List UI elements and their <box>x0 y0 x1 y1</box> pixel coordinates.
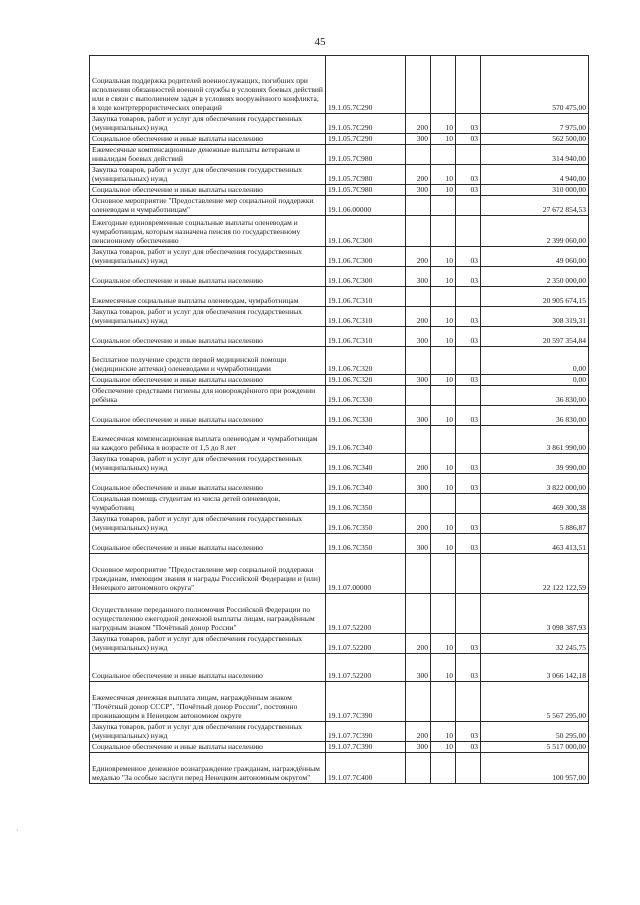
row-code: 19.1.06.7C300 <box>326 247 406 267</box>
row-expense-type <box>406 145 431 165</box>
row-name: Ежемесячные социальные выплаты оленеводам, чумработницам <box>90 287 326 307</box>
row-amount: 5 567 295,00 <box>481 682 589 722</box>
table-row <box>90 216 589 247</box>
row-expense-type <box>406 494 431 514</box>
row-name: Социальное обеспечение и иные выплаты населению <box>90 375 326 386</box>
row-subsection: 03 <box>456 185 481 196</box>
table-row <box>90 514 589 534</box>
row-amount: 4 940,00 <box>481 165 589 185</box>
row-amount: 22 122 122,59 <box>481 554 589 594</box>
row-section <box>431 554 456 594</box>
row-expense-type: 300 <box>406 267 431 287</box>
row-expense-type: 200 <box>406 514 431 534</box>
table-row <box>90 634 589 654</box>
row-expense-type: 300 <box>406 534 431 554</box>
row-subsection: 03 <box>456 454 481 474</box>
row-amount: 570 475,00 <box>481 56 589 114</box>
table-row <box>90 287 589 307</box>
table-row <box>90 742 589 753</box>
row-code: 19.1.06.7C320 <box>326 347 406 375</box>
table-row <box>90 196 589 216</box>
row-subsection: 03 <box>456 307 481 327</box>
row-name: Социальное обеспечение и иные выплаты населению <box>90 267 326 287</box>
row-amount: 562 500,00 <box>481 134 589 145</box>
row-expense-type <box>406 554 431 594</box>
table-row <box>90 682 589 722</box>
row-amount: 3 098 387,93 <box>481 594 589 634</box>
row-expense-type <box>406 216 431 247</box>
row-section <box>431 682 456 722</box>
table-row <box>90 386 589 406</box>
row-section <box>431 196 456 216</box>
row-code: 19.1.07.7C400 <box>326 753 406 784</box>
row-code: 19.1.05.7C290 <box>326 114 406 134</box>
row-amount: 310 000,00 <box>481 185 589 196</box>
row-subsection: 03 <box>456 474 481 494</box>
row-section <box>431 216 456 247</box>
row-expense-type <box>406 682 431 722</box>
table-row <box>90 426 589 454</box>
row-name: Закупка товаров, работ и услуг для обеспечения государственных (муниципальных) нужд <box>90 165 326 185</box>
row-amount: 469 300,38 <box>481 494 589 514</box>
row-code: 19.1.06.7C320 <box>326 375 406 386</box>
row-subsection: 03 <box>456 742 481 753</box>
row-expense-type: 300 <box>406 474 431 494</box>
row-section: 10 <box>431 654 456 682</box>
row-expense-type: 300 <box>406 654 431 682</box>
row-code: 19.1.06.7C350 <box>326 514 406 534</box>
row-code: 19.1.06.7C310 <box>326 287 406 307</box>
table-row <box>90 654 589 682</box>
row-name: Закупка товаров, работ и услуг для обеспечения государственных (муниципальных) нужд <box>90 722 326 742</box>
row-subsection: 03 <box>456 634 481 654</box>
budget-table-body <box>90 56 589 784</box>
row-section: 10 <box>431 454 456 474</box>
row-amount: 2 399 060,00 <box>481 216 589 247</box>
row-section: 10 <box>431 267 456 287</box>
row-amount: 36 830,00 <box>481 406 589 426</box>
row-code: 19.1.06.7C340 <box>326 474 406 494</box>
row-expense-type <box>406 594 431 634</box>
row-subsection <box>456 145 481 165</box>
row-section: 10 <box>431 327 456 347</box>
table-row <box>90 494 589 514</box>
row-code: 19.1.06.7C310 <box>326 307 406 327</box>
row-subsection: 03 <box>456 165 481 185</box>
row-code: 19.1.05.7C290 <box>326 134 406 145</box>
row-expense-type: 200 <box>406 454 431 474</box>
row-subsection: 03 <box>456 534 481 554</box>
table-row <box>90 134 589 145</box>
row-amount: 27 672 854,53 <box>481 196 589 216</box>
row-amount: 20 597 354,84 <box>481 327 589 347</box>
row-section <box>431 145 456 165</box>
row-code: 19.1.07.7C390 <box>326 722 406 742</box>
row-code: 19.1.06.7C310 <box>326 327 406 347</box>
row-section: 10 <box>431 165 456 185</box>
row-section <box>431 594 456 634</box>
row-subsection: 03 <box>456 134 481 145</box>
table-row <box>90 722 589 742</box>
row-name: Социальная поддержка родителей военнослужащих, погибших при исполнении обязанностей военной службы в условиях боевых действий или в связи с выполнением задач в условиях вооружённого конфликта, в ходе контртеррористических операций <box>90 56 326 114</box>
row-name: Основное мероприятие "Предоставление мер социальной поддержки гражданам, имеющим звания и награды Российской Федерации и (или) Ненецкого автономного округа" <box>90 554 326 594</box>
row-name: Социальное обеспечение и иные выплаты населению <box>90 406 326 426</box>
row-section: 10 <box>431 185 456 196</box>
row-section: 10 <box>431 634 456 654</box>
row-code: 19.1.07.7C390 <box>326 742 406 753</box>
table-row <box>90 114 589 134</box>
row-expense-type: 200 <box>406 634 431 654</box>
table-row <box>90 247 589 267</box>
row-expense-type: 300 <box>406 406 431 426</box>
row-code: 19.1.06.7C330 <box>326 406 406 426</box>
row-amount: 49 060,00 <box>481 247 589 267</box>
row-expense-type <box>406 196 431 216</box>
row-subsection <box>456 196 481 216</box>
table-row <box>90 307 589 327</box>
row-subsection: 03 <box>456 114 481 134</box>
row-section: 10 <box>431 742 456 753</box>
row-code: 19.1.06.7C300 <box>326 267 406 287</box>
row-amount: 50 295,00 <box>481 722 589 742</box>
row-section: 10 <box>431 534 456 554</box>
row-expense-type: 200 <box>406 307 431 327</box>
row-amount: 3 066 142,18 <box>481 654 589 682</box>
row-name: Закупка товаров, работ и услуг для обеспечения государственных (муниципальных) нужд <box>90 114 326 134</box>
row-subsection <box>456 347 481 375</box>
row-expense-type: 200 <box>406 722 431 742</box>
row-name: Социальное обеспечение и иные выплаты населению <box>90 474 326 494</box>
row-subsection: 03 <box>456 514 481 534</box>
row-subsection <box>456 216 481 247</box>
table-row <box>90 375 589 386</box>
row-name: Закупка товаров, работ и услуг для обеспечения государственных (муниципальных) нужд <box>90 454 326 474</box>
table-row <box>90 267 589 287</box>
row-code: 19.1.06.7C350 <box>326 534 406 554</box>
row-amount: 36 830,00 <box>481 386 589 406</box>
row-expense-type: 300 <box>406 327 431 347</box>
row-name: Ежемесячные компенсационные денежные выплаты ветеранам и инвалидам боевых действий <box>90 145 326 165</box>
row-name: Закупка товаров, работ и услуг для обеспечения государственных (муниципальных) нужд <box>90 247 326 267</box>
row-section: 10 <box>431 247 456 267</box>
table-row <box>90 327 589 347</box>
row-amount: 100 957,00 <box>481 753 589 784</box>
row-expense-type: 200 <box>406 165 431 185</box>
table-row <box>90 753 589 784</box>
row-code: 19.1.05.7C980 <box>326 165 406 185</box>
table-row <box>90 165 589 185</box>
row-name: Осуществление переданного полномочия Российской Федерации по осуществлению ежегодной денежной выплаты лицам, награждённым нагрудным знаком "Почётный донор России" <box>90 594 326 634</box>
row-code: 19.1.06.7C330 <box>326 386 406 406</box>
row-amount: 5 886,87 <box>481 514 589 534</box>
row-subsection: 03 <box>456 327 481 347</box>
row-subsection <box>456 554 481 594</box>
row-expense-type <box>406 386 431 406</box>
table-row <box>90 347 589 375</box>
row-subsection: 03 <box>456 375 481 386</box>
page-number: 45 <box>314 36 326 48</box>
row-subsection <box>456 753 481 784</box>
row-name: Закупка товаров, работ и услуг для обеспечения государственных (муниципальных) нужд <box>90 514 326 534</box>
row-expense-type <box>406 347 431 375</box>
row-code: 19.1.07.52200 <box>326 654 406 682</box>
row-expense-type: 300 <box>406 185 431 196</box>
row-name: Ежегодные единовременные социальные выплаты оленеводам и чумработницам, которым назначена пенсия по государственному пенсионному обеспечению <box>90 216 326 247</box>
row-subsection <box>456 494 481 514</box>
row-section <box>431 287 456 307</box>
table-row <box>90 594 589 634</box>
row-section <box>431 753 456 784</box>
row-expense-type: 200 <box>406 114 431 134</box>
row-code: 19.1.06.7C300 <box>326 216 406 247</box>
row-subsection: 03 <box>456 406 481 426</box>
row-amount: 308 319,31 <box>481 307 589 327</box>
row-name: Социальное обеспечение и иные выплаты населению <box>90 654 326 682</box>
row-section: 10 <box>431 375 456 386</box>
row-name: Социальное обеспечение и иные выплаты населению <box>90 742 326 753</box>
row-section: 10 <box>431 114 456 134</box>
row-amount: 32 245,75 <box>481 634 589 654</box>
row-name: Социальное обеспечение и иные выплаты населению <box>90 185 326 196</box>
row-subsection: 03 <box>456 722 481 742</box>
row-section: 10 <box>431 514 456 534</box>
row-expense-type: 300 <box>406 375 431 386</box>
margin-mark: · <box>16 826 19 835</box>
row-amount: 3 861 990,00 <box>481 426 589 454</box>
row-code: 19.1.07.00000 <box>326 554 406 594</box>
table-row <box>90 534 589 554</box>
row-amount: 20 905 674,15 <box>481 287 589 307</box>
row-name: Основное мероприятие "Предоставление мер социальной поддержки оленеводам и чумработницам" <box>90 196 326 216</box>
row-amount: 7 975,00 <box>481 114 589 134</box>
row-section <box>431 56 456 114</box>
table-row <box>90 454 589 474</box>
row-code: 19.1.05.7C290 <box>326 56 406 114</box>
row-name: Социальное обеспечение и иные выплаты населению <box>90 134 326 145</box>
row-section: 10 <box>431 134 456 145</box>
row-expense-type: 300 <box>406 742 431 753</box>
row-section: 10 <box>431 307 456 327</box>
row-section: 10 <box>431 474 456 494</box>
table-row <box>90 474 589 494</box>
row-section <box>431 494 456 514</box>
table-row <box>90 554 589 594</box>
table-row <box>90 56 589 114</box>
row-amount: 3 822 000,00 <box>481 474 589 494</box>
row-name: Социальная помощь студентам из числа детей оленеводов, чумработниц <box>90 494 326 514</box>
row-code: 19.1.05.7C980 <box>326 145 406 165</box>
table-row <box>90 145 589 165</box>
row-section <box>431 386 456 406</box>
row-name: Единовременное денежное вознаграждение гражданам, награждённым медалью "За особые заслуги перед Ненецким автономным округом" <box>90 753 326 784</box>
row-name: Ежемесячная денежная выплата лицам, награждённым знаком "Почётный донор СССР", "Почётный донор России", постоянно проживающим в Ненецком автономном округе <box>90 682 326 722</box>
row-code: 19.1.06.7C350 <box>326 494 406 514</box>
row-code: 19.1.07.52200 <box>326 634 406 654</box>
row-expense-type <box>406 56 431 114</box>
row-amount: 463 413,51 <box>481 534 589 554</box>
row-code: 19.1.05.7C980 <box>326 185 406 196</box>
row-expense-type <box>406 426 431 454</box>
row-expense-type <box>406 753 431 784</box>
row-amount: 5 517 000,00 <box>481 742 589 753</box>
row-name: Ежемесячная компенсационная выплата оленеводам и чумработницам на каждого ребёнка в возрасте от 1,5 до 8 лет <box>90 426 326 454</box>
row-amount: 0,00 <box>481 375 589 386</box>
row-code: 19.1.06.7C340 <box>326 426 406 454</box>
row-expense-type: 300 <box>406 134 431 145</box>
table-row <box>90 185 589 196</box>
row-amount: 0,00 <box>481 347 589 375</box>
row-section: 10 <box>431 406 456 426</box>
row-expense-type: 200 <box>406 247 431 267</box>
row-name: Закупка товаров, работ и услуг для обеспечения государственных (муниципальных) нужд <box>90 634 326 654</box>
row-section: 10 <box>431 722 456 742</box>
row-code: 19.1.06.00000 <box>326 196 406 216</box>
table-row <box>90 406 589 426</box>
row-subsection: 03 <box>456 267 481 287</box>
row-subsection <box>456 56 481 114</box>
row-amount: 314 940,00 <box>481 145 589 165</box>
row-code: 19.1.06.7C340 <box>326 454 406 474</box>
budget-table <box>89 55 589 784</box>
row-name: Социальное обеспечение и иные выплаты населению <box>90 327 326 347</box>
row-subsection <box>456 682 481 722</box>
row-subsection <box>456 426 481 454</box>
row-name: Социальное обеспечение и иные выплаты населению <box>90 534 326 554</box>
row-name: Бесплатное получение средств первой медицинской помощи (медицинские аптечки) оленеводами и чумработницами <box>90 347 326 375</box>
row-subsection <box>456 287 481 307</box>
row-amount: 39 990,00 <box>481 454 589 474</box>
row-expense-type <box>406 287 431 307</box>
row-subsection: 03 <box>456 247 481 267</box>
row-amount: 2 350 000,00 <box>481 267 589 287</box>
row-code: 19.1.07.52200 <box>326 594 406 634</box>
row-name: Закупка товаров, работ и услуг для обеспечения государственных (муниципальных) нужд <box>90 307 326 327</box>
row-subsection <box>456 386 481 406</box>
row-section <box>431 347 456 375</box>
row-subsection: 03 <box>456 654 481 682</box>
row-section <box>431 426 456 454</box>
row-code: 19.1.07.7C390 <box>326 682 406 722</box>
row-subsection <box>456 594 481 634</box>
row-name: Обеспечение средствами гигиены для новорождённого при рождении ребёнка <box>90 386 326 406</box>
